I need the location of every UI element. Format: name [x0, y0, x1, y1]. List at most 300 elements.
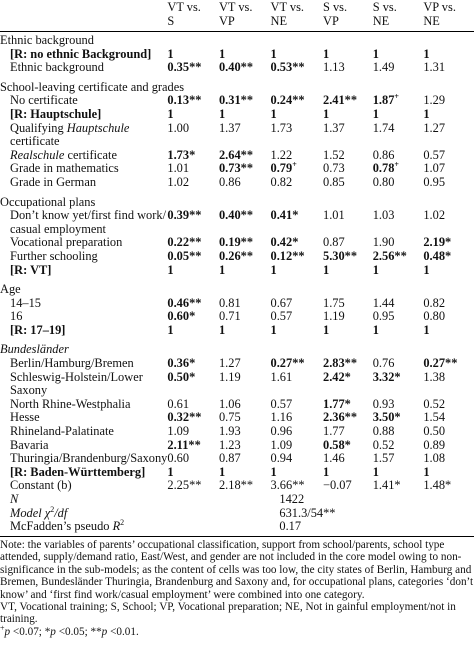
note-abbreviations: VT, Vocational training; S, School; VP, Vocational preparation; NE, Not in gainful employment/not in training.: [0, 601, 456, 626]
note-text: <0.07; *: [10, 625, 51, 638]
table-body: [0, 32, 474, 534]
column-header: [219, 0, 271, 32]
n-row: [0, 493, 474, 507]
value-cell: [219, 236, 271, 250]
cell-value: 0.96: [270, 424, 293, 439]
value-cell: [219, 176, 271, 190]
value-cell: [323, 439, 373, 453]
value-cell: [167, 425, 219, 439]
value-cell: [423, 357, 474, 371]
value-cell: [323, 357, 373, 371]
cell-value: 0.53**: [270, 60, 305, 75]
value-cell: [373, 209, 424, 236]
cell-value: 0.35**: [167, 60, 202, 75]
value-cell: [271, 264, 323, 278]
value-cell: [167, 297, 219, 311]
value-cell: [219, 411, 271, 425]
value-cell: [271, 48, 323, 62]
cell-value: 1.37: [323, 120, 345, 135]
stat-value: 631.3/54**: [279, 505, 336, 520]
cell-value: 0.73: [323, 161, 345, 176]
value-cell: [323, 108, 373, 122]
value-cell: [323, 425, 373, 439]
cell-value: 0.24**: [270, 93, 305, 108]
cell-value: 1.06: [218, 396, 241, 411]
value-cell: [271, 398, 323, 412]
value-cell: [167, 411, 219, 425]
cell-value: 1.27: [218, 356, 241, 371]
cell-value: 1: [372, 262, 379, 277]
cell-value: 1: [270, 46, 277, 61]
cell-value: 0.36*: [167, 356, 196, 371]
value-cell: [323, 371, 373, 398]
value-cell: [423, 162, 474, 176]
value-cell: [373, 162, 424, 176]
value-cell: 3.66**: [270, 478, 305, 493]
cell-value: 0.31**: [218, 93, 254, 108]
value-cell: [271, 357, 323, 371]
value-cell: [423, 250, 474, 264]
cell-value: 1.61: [270, 369, 293, 384]
cell-value: 1: [423, 262, 430, 277]
value-cell: [167, 94, 219, 108]
row-label: [0, 371, 167, 398]
chi-label: Model: [10, 505, 45, 520]
cell-value: 1: [167, 46, 174, 61]
row-label: [0, 425, 167, 439]
cell-value: 0.60: [167, 451, 190, 466]
cell-value: 0.79: [270, 161, 293, 176]
value-cell: [219, 297, 271, 311]
row-label: [0, 357, 167, 371]
value-cell: [167, 452, 219, 466]
cell-value: 2.56**: [372, 248, 407, 263]
column-header: [271, 0, 323, 32]
value-cell: [271, 61, 323, 75]
value-cell: [219, 108, 271, 122]
value-cell: [167, 324, 219, 338]
value-cell: [219, 122, 271, 149]
cell-value: 0.85: [323, 174, 345, 189]
cell-value: 1.23: [218, 437, 241, 452]
column-header-line1: VT vs.: [167, 0, 201, 14]
cell-value: 1: [218, 46, 226, 61]
table-row: [0, 371, 474, 398]
value-cell: [423, 61, 474, 75]
value-cell: [271, 176, 323, 190]
value-cell: [219, 310, 271, 324]
cell-value: 0.13**: [167, 93, 202, 108]
value-cell: 2.18**: [218, 478, 254, 493]
value-cell: [219, 48, 271, 62]
value-cell: [167, 398, 219, 412]
row-label: [0, 466, 167, 480]
reference-label: [R: Hauptschule]: [10, 106, 102, 121]
value-cell: [167, 122, 219, 149]
cell-value: 1: [270, 262, 277, 277]
value-cell: [423, 264, 474, 278]
cell-value: 1: [323, 322, 330, 337]
table-row: [0, 264, 474, 278]
value-cell: [219, 264, 271, 278]
cell-value: 1: [323, 262, 330, 277]
value-cell: [373, 466, 424, 480]
cell-value: 0.95: [372, 309, 395, 324]
cell-value: 1.27: [423, 120, 446, 135]
label-text: Hesse: [10, 410, 40, 425]
cell-value: 0.05**: [167, 248, 202, 263]
value-cell: [167, 149, 219, 163]
cell-value: 1.19: [323, 309, 345, 324]
value-cell: [373, 94, 424, 108]
cell-value: 1: [372, 464, 379, 479]
column-header-line1: VP vs.: [423, 0, 456, 14]
table-row: [0, 209, 474, 236]
label-text: Rhineland-Palatinate: [10, 424, 114, 439]
cell-value: 1: [323, 464, 330, 479]
header-row: [0, 0, 474, 32]
value-cell: [423, 310, 474, 324]
row-label: [0, 520, 167, 534]
value-cell: [271, 94, 323, 108]
row-label: [0, 493, 167, 507]
label-line1: Schleswig-Holstein/Lower: [10, 369, 143, 384]
row-label: [0, 264, 167, 278]
cell-value: 0.87: [323, 235, 345, 250]
label-text: Berlin/Hamburg/Bremen: [10, 356, 134, 371]
value-cell: [373, 425, 424, 439]
label-text: Vocational preparation: [10, 235, 123, 250]
p-symbol: p: [4, 625, 11, 638]
cell-value: 1.44: [372, 295, 395, 310]
value-cell: [167, 264, 219, 278]
header-blank: [0, 0, 167, 32]
cell-value: 1: [167, 464, 174, 479]
plus-symbol: +: [394, 160, 399, 170]
value-cell: [423, 439, 474, 453]
value-cell: [323, 162, 373, 176]
value-cell: [373, 310, 424, 324]
cell-value: 1.13: [323, 60, 345, 75]
note-text: <0.01.: [107, 625, 139, 638]
cell-value: 2.83**: [323, 356, 358, 371]
row-label: [0, 176, 167, 190]
stat-value: 1422: [279, 492, 305, 506]
cell-value: 1.29: [423, 93, 446, 108]
cell-value: 2.64**: [218, 147, 254, 162]
value-cell: [271, 439, 323, 453]
table-row: [0, 48, 474, 62]
cell-value: 0.86: [218, 174, 241, 189]
column-header: [167, 0, 219, 32]
value-cell: [423, 149, 474, 163]
cell-value: 1.38: [423, 369, 446, 384]
cell-value: 1.87: [372, 93, 395, 108]
row-label: Constant (b): [10, 478, 72, 493]
cell-value: 0.32**: [167, 410, 202, 425]
label-part: certificate: [64, 147, 117, 162]
cell-value: 0.40**: [218, 208, 254, 223]
value-cell: [323, 209, 373, 236]
value-cell: [271, 425, 323, 439]
label-text: 14–15: [10, 295, 41, 310]
row-label: [0, 48, 167, 62]
label-continuation: certificate: [10, 134, 60, 149]
cell-value: 1.01: [323, 208, 345, 223]
cell-value: 1: [167, 322, 174, 337]
value-cell: [271, 466, 323, 480]
value-cell: 2.25**: [167, 478, 202, 493]
r2-symbol: R: [112, 519, 121, 534]
value-cell: [219, 61, 271, 75]
cell-value: 1.37: [218, 120, 241, 135]
cell-value: 1.02: [423, 208, 446, 223]
cell-value: 1: [423, 464, 430, 479]
label-italic: Hauptschule: [66, 120, 130, 135]
value-cell: [271, 452, 323, 466]
value-cell: [423, 324, 474, 338]
label-text: Grade in German: [10, 174, 97, 189]
cell-value: 0.57: [270, 309, 293, 324]
column-header-line1: VT vs.: [270, 0, 305, 14]
value-cell: [373, 452, 424, 466]
value-cell: [423, 297, 474, 311]
cell-value: 0.26**: [218, 248, 254, 263]
value-cell: [423, 176, 474, 190]
p-symbol: p: [101, 625, 108, 638]
cell-value: 1: [372, 106, 379, 121]
value-cell: [423, 108, 474, 122]
cell-value: 0.71: [218, 309, 241, 324]
cell-value: 1: [218, 322, 226, 337]
cell-value: 1.09: [167, 424, 190, 439]
table-row: [0, 61, 474, 75]
row-label: [0, 250, 167, 264]
section-title: Ethnic background: [0, 33, 94, 47]
plus-symbol: +: [0, 623, 5, 633]
value-cell: [423, 48, 474, 62]
value-cell: [423, 411, 474, 425]
row-label: [0, 439, 167, 453]
cell-value: 0.57: [423, 147, 446, 162]
cell-value: 0.87: [218, 451, 241, 466]
value-cell: [167, 162, 219, 176]
value-cell: [373, 264, 424, 278]
cell-value: 0.50*: [167, 369, 196, 384]
label-line2: casual employment: [10, 221, 106, 236]
value-cell: [323, 310, 373, 324]
value-cell: [219, 94, 271, 108]
row-label: [0, 108, 167, 122]
row-label: [0, 209, 167, 236]
value-cell: [323, 61, 373, 75]
value-cell: [167, 236, 219, 250]
value-cell: [373, 398, 424, 412]
cell-value: 1.31: [423, 60, 446, 75]
value-cell: [323, 94, 373, 108]
value-cell: [219, 466, 271, 480]
value-cell: [219, 425, 271, 439]
section-title: Bundesländer: [0, 342, 69, 357]
reference-label: [R: no ethnic Background]: [10, 46, 152, 61]
section-title: Occupational plans: [0, 194, 96, 209]
value-cell: 1.48*: [423, 478, 452, 493]
value-cell: [373, 250, 424, 264]
row-label: [0, 149, 167, 163]
value-cell: [323, 48, 373, 62]
cell-value: 1.08: [423, 451, 446, 466]
row-label: [0, 236, 167, 250]
value-cell: [219, 149, 271, 163]
cell-value: 3.50*: [372, 410, 401, 425]
cell-value: 0.27**: [423, 356, 458, 371]
cell-value: 0.46**: [167, 295, 202, 310]
value-cell: [271, 122, 323, 149]
cell-value: 0.67: [270, 295, 293, 310]
r2-label: McFadden’s pseudo: [10, 519, 113, 534]
cell-value: 3.32*: [372, 369, 401, 384]
section-title: Age: [0, 282, 21, 297]
cell-value: 1.52: [323, 147, 345, 162]
cell-value: 1.77: [323, 424, 345, 439]
cell-value: 1: [270, 322, 277, 337]
cell-value: 0.19**: [218, 235, 254, 250]
label-line2: Saxony: [10, 383, 48, 398]
table-row: [0, 324, 474, 338]
cell-value: 0.22**: [167, 235, 202, 250]
cell-value: 2.36**: [323, 410, 358, 425]
table-row: [0, 250, 474, 264]
cell-value: 2.42*: [323, 369, 351, 384]
value-cell: [167, 371, 219, 398]
reference-label: [R: 17–19]: [10, 322, 66, 337]
cell-value: 1.16: [270, 410, 293, 425]
value-cell: [271, 250, 323, 264]
value-cell: [323, 398, 373, 412]
row-label: [0, 297, 167, 311]
value-cell: [373, 439, 424, 453]
value-cell: [167, 439, 219, 453]
chi-df: /df: [54, 505, 68, 520]
value-cell: [167, 310, 219, 324]
note-significance: [0, 623, 474, 638]
row-label: [0, 122, 167, 149]
label-part: Qualifying: [10, 120, 67, 135]
cell-value: 1.49: [372, 60, 395, 75]
table-row: [0, 162, 474, 176]
value-cell: [373, 61, 424, 75]
value-cell: [323, 149, 373, 163]
value-cell: [323, 452, 373, 466]
cell-value: 2.41**: [323, 93, 358, 108]
value-cell: [323, 466, 373, 480]
cell-value: 1.77*: [323, 396, 351, 411]
column-header-line2: NE: [270, 13, 288, 28]
section-header-row: [0, 341, 474, 357]
cell-value: 1.54: [423, 410, 446, 425]
cell-value: 0.48*: [423, 248, 452, 263]
column-header-line2: NE: [423, 13, 440, 28]
value-cell: [373, 324, 424, 338]
value-cell: [271, 310, 323, 324]
value-cell: [271, 108, 323, 122]
cell-value: 1.22: [270, 147, 293, 162]
cell-value: 1: [423, 322, 430, 337]
cell-value: 0.86: [372, 147, 395, 162]
cell-value: 1: [372, 46, 379, 61]
table-notes: [0, 536, 474, 638]
cell-value: 1.01: [167, 161, 190, 176]
value-cell: [219, 398, 271, 412]
column-header-line1: S vs.: [323, 0, 348, 14]
value-cell: [219, 162, 271, 176]
chi-sup: 2: [50, 504, 55, 514]
note-variables: Note: the variables of parents’ occupational classification, support from school/parents, school type attended, supply/demand ratio, East/West, and gender are not included in the core model owing to non-significance in the sub-models; as the content of cells was too low, the city states of Berlin, Hamburg and Bremen, Bundesländer Thuringia, Brandenburg and Saxony and, for occupational plans, categories ‘don’t know’ and ‘first find work/casual employment’ were combined into one category.: [0, 539, 474, 601]
value-cell: [219, 452, 271, 466]
cell-value: 0.73**: [218, 161, 254, 176]
cell-value: 2.11**: [167, 437, 201, 452]
row-label: [0, 61, 167, 75]
table-row: [0, 149, 474, 163]
value-cell: [423, 122, 474, 149]
table-row: [0, 122, 474, 149]
label-text: Ethnic background: [10, 60, 104, 75]
table-row: [0, 466, 474, 480]
cell-value: 0.94: [270, 451, 293, 466]
cell-value: 0.41*: [270, 208, 299, 223]
cell-value: 1: [372, 322, 379, 337]
value-cell: [373, 411, 424, 425]
value-cell: [423, 398, 474, 412]
cell-value: 0.76: [372, 356, 395, 371]
row-label: [0, 94, 167, 108]
value-cell: [423, 236, 474, 250]
note-text: <0.05; **: [55, 625, 102, 638]
constant-row: [0, 479, 474, 493]
cell-value: 0.60*: [167, 309, 196, 324]
row-label: [0, 324, 167, 338]
cell-value: 0.78: [372, 161, 395, 176]
value-cell: [323, 324, 373, 338]
p-symbol: p: [50, 625, 56, 638]
cell-value: 0.40**: [218, 60, 254, 75]
value-cell: [323, 250, 373, 264]
value-cell: [423, 209, 474, 236]
cell-value: 1.75: [323, 295, 345, 310]
cell-value: 1.07: [423, 161, 446, 176]
label-text: Grade in mathematics: [10, 161, 119, 176]
table-row: [0, 176, 474, 190]
row-label: [0, 162, 167, 176]
value-cell: 1.41*: [372, 478, 401, 493]
section-header-row: [0, 194, 474, 210]
value-cell: [423, 452, 474, 466]
cell-value: 0.57: [270, 396, 293, 411]
value-cell: [271, 236, 323, 250]
cell-value: 0.93: [372, 396, 395, 411]
label-line1: Don’t know yet/first find work/: [10, 208, 167, 223]
section-header-row: [0, 281, 474, 297]
value-cell: [373, 122, 424, 149]
value-cell: [271, 371, 323, 398]
value-cell: −0.07: [323, 478, 352, 493]
value-cell: [373, 176, 424, 190]
table-row: [0, 425, 474, 439]
value-cell: [271, 209, 323, 236]
column-header-line2: S: [167, 13, 175, 28]
column-header: [423, 0, 474, 32]
value-cell: [167, 108, 219, 122]
